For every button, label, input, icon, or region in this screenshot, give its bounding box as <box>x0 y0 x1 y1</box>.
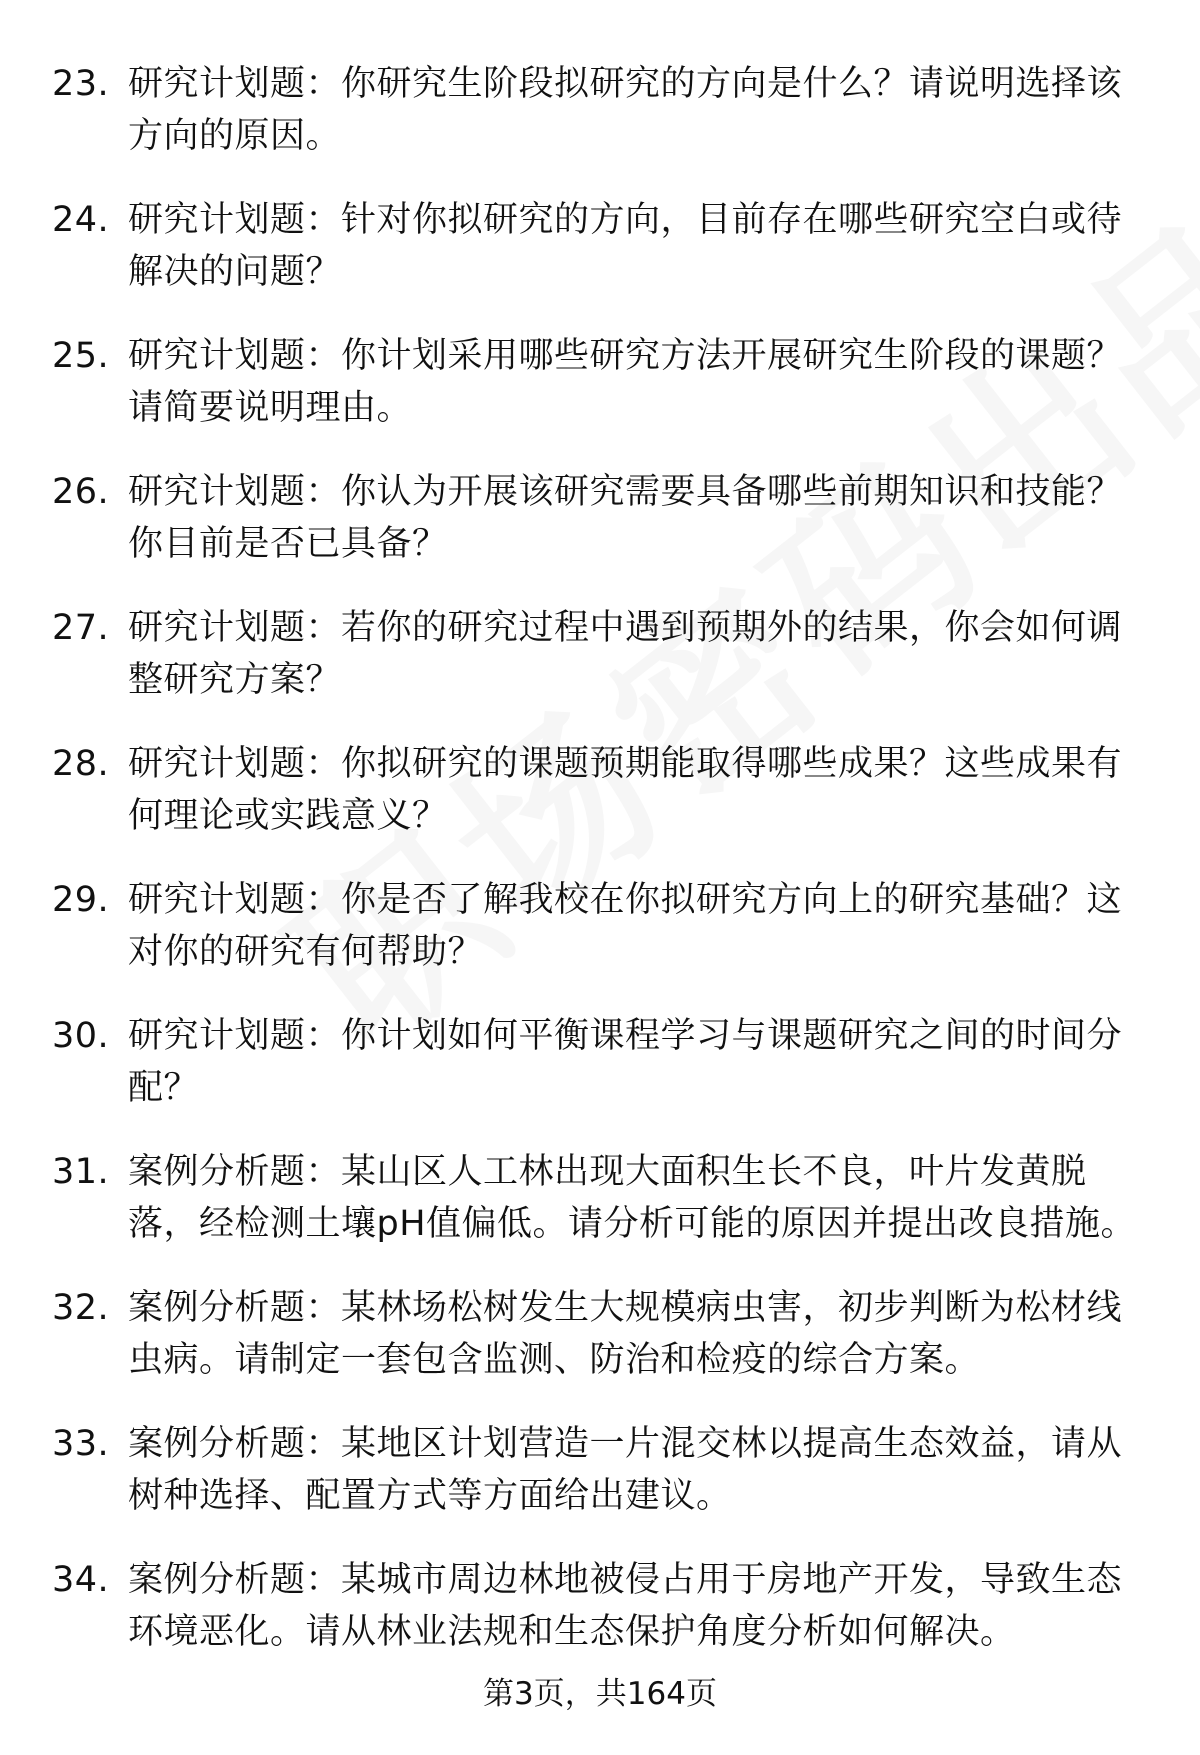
question-number: 34. <box>52 1560 110 1600</box>
question-number: 27. <box>52 608 110 648</box>
question-text: 研究计划题：你计划采用哪些研究方法开展研究生阶段的课题？请简要说明理由。 <box>128 336 1123 428</box>
question-list <box>52 58 1152 1690</box>
page-footer: 第3页，共164页 <box>483 1676 717 1712</box>
question-text: 案例分析题：某山区人工林出现大面积生长不良，叶片发黄脱落，经检测土壤pH值偏低。请分析可能的原因并提出改良措施。 <box>128 1152 1137 1244</box>
question-item <box>52 874 1152 978</box>
question-item <box>52 330 1152 434</box>
question-item <box>52 1146 1152 1250</box>
question-text: 案例分析题：某地区计划营造一片混交林以提高生态效益，请从树种选择、配置方式等方面给出建议。 <box>128 1424 1123 1516</box>
question-text: 研究计划题：你计划如何平衡课程学习与课题研究之间的时间分配？ <box>128 1016 1123 1108</box>
question-number: 31. <box>52 1152 110 1192</box>
question-text: 研究计划题：你研究生阶段拟研究的方向是什么？请说明选择该方向的原因。 <box>128 64 1123 156</box>
question-text: 研究计划题：你是否了解我校在你拟研究方向上的研究基础？这对你的研究有何帮助？ <box>128 880 1123 972</box>
question-number: 24. <box>52 200 110 240</box>
question-item <box>52 1282 1152 1386</box>
question-number: 33. <box>52 1424 110 1464</box>
question-item <box>52 466 1152 570</box>
question-number: 29. <box>52 880 110 920</box>
question-item <box>52 58 1152 162</box>
question-item <box>52 602 1152 706</box>
question-item <box>52 738 1152 842</box>
question-text: 研究计划题：若你的研究过程中遇到预期外的结果，你会如何调整研究方案？ <box>128 608 1123 700</box>
question-text: 案例分析题：某城市周边林地被侵占用于房地产开发，导致生态环境恶化。请从林业法规和生态保护角度分析如何解决。 <box>128 1560 1123 1652</box>
question-number: 32. <box>52 1288 110 1328</box>
question-item <box>52 1010 1152 1114</box>
question-text: 研究计划题：你拟研究的课题预期能取得哪些成果？这些成果有何理论或实践意义？ <box>128 744 1123 836</box>
question-item <box>52 1418 1152 1522</box>
question-number: 26. <box>52 472 110 512</box>
question-number: 28. <box>52 744 110 784</box>
question-item <box>52 194 1152 298</box>
question-text: 研究计划题：针对你拟研究的方向，目前存在哪些研究空白或待解决的问题？ <box>128 200 1123 292</box>
question-item <box>52 1554 1152 1658</box>
question-number: 23. <box>52 64 110 104</box>
question-number: 25. <box>52 336 110 376</box>
question-number: 30. <box>52 1016 110 1056</box>
question-text: 案例分析题：某林场松树发生大规模病虫害，初步判断为松材线虫病。请制定一套包含监测、防治和检疫的综合方案。 <box>128 1288 1123 1380</box>
question-text: 研究计划题：你认为开展该研究需要具备哪些前期知识和技能？你目前是否已具备？ <box>128 472 1123 564</box>
